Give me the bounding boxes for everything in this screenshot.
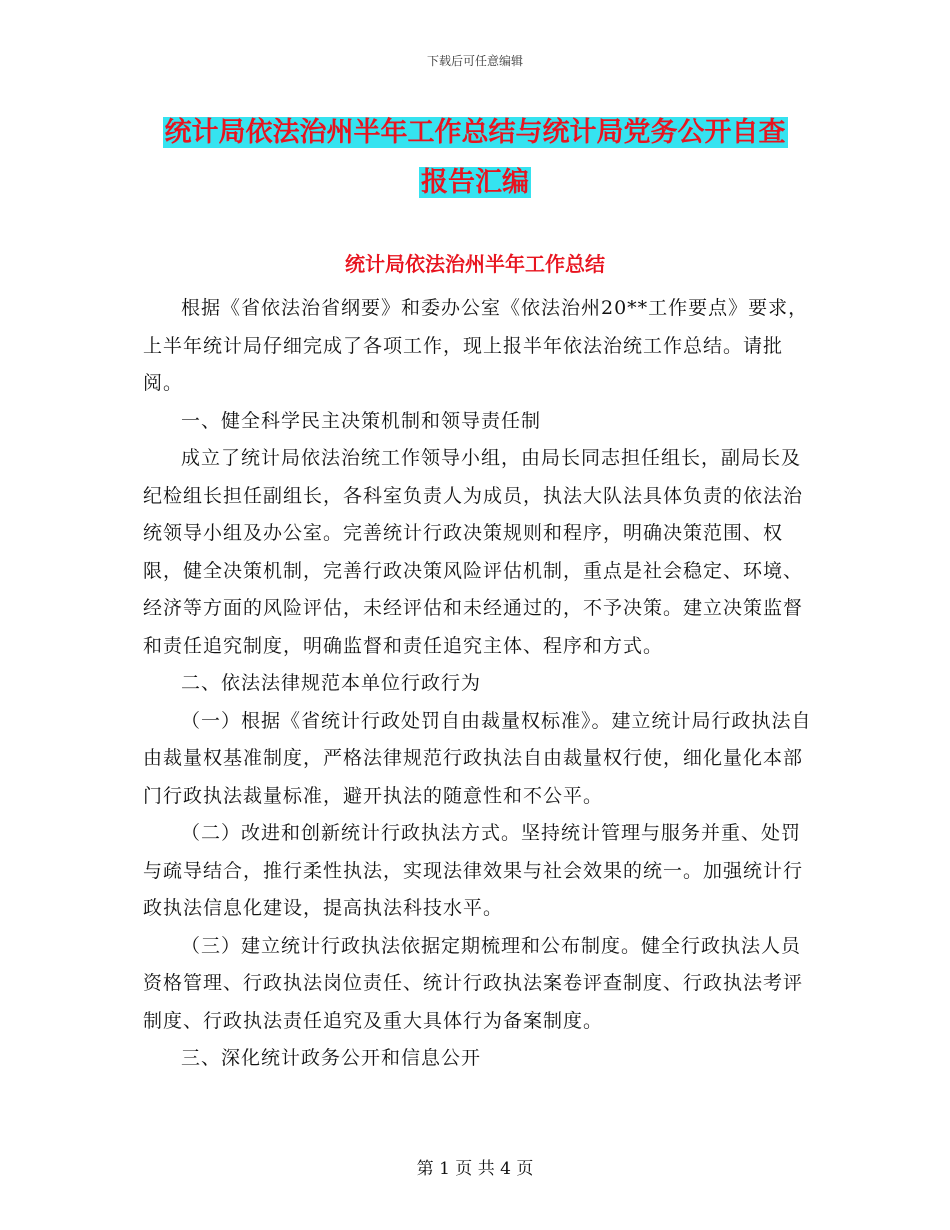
- heading-3: 三、深化统计政务公开和信息公开: [181, 1047, 482, 1069]
- paragraph: （二）改进和创新统计行政执法方式。坚持统计管理与服务并重、处罚与疏导结合，推行柔性执法，实现法律效果与社会效果的统一。加强统计行政执法信息化建设，提高执法科技水平。: [143, 822, 804, 919]
- document-title-line-2: 报告汇编: [421, 167, 529, 198]
- document-body: [143, 290, 813, 1078]
- header-note: 下载后可任意编辑: [426, 54, 523, 68]
- paragraph: （三）建立统计行政执法依据定期梳理和公布制度。健全行政执法人员资格管理、行政执法岗位责任、统计行政执法案卷评查制度、行政执法考评制度、行政执法责任追究及重大具体行为备案制度。: [143, 934, 804, 1032]
- section-title: 统计局依法治州半年工作总结: [345, 252, 605, 276]
- document-title: [140, 108, 810, 208]
- page-number: 第 1 页 共 4 页: [416, 1159, 534, 1179]
- heading-1: 一、健全科学民主决策机制和领导责任制: [181, 409, 542, 432]
- paragraph: （一）根据《省统计行政处罚自由裁量权标准》。建立统计局行政执法自由裁量权基准制度，严格法律规范行政执法自由裁量权行使，细化量化本部门行政执法裁量标准，避开执法的随意性和不公平。: [143, 709, 812, 807]
- document-title-line-1: 统计局依法治州半年工作总结与统计局党务公开自查: [164, 117, 786, 148]
- paragraph: 根据《省依法治省纲要》和委办公室《依法治州20**工作要点》要求，上半年统计局仔细完成了各项工作，现上报半年依法治统工作总结。请批阅。: [143, 297, 809, 394]
- heading-2: 二、依法法律规范本单位行政行为: [181, 672, 482, 694]
- paragraph: 成立了统计局依法治统工作领导小组，由局长同志担任组长，副局长及纪检组长担任副组长，各科室负责人为成员，执法大队法具体负责的依法治统领导小组及办公室。完善统计行政决策规则和程序，明确决策范围、权限，健全决策机制，完善行政决策风险评估机制，重点是社会稳定、环境、经济等方面的风险评估，未经评估和未经通过的，不予决策。建立决策监督和责任追究制度，明确监督和责任追究主体、程序和方式。: [143, 447, 804, 657]
